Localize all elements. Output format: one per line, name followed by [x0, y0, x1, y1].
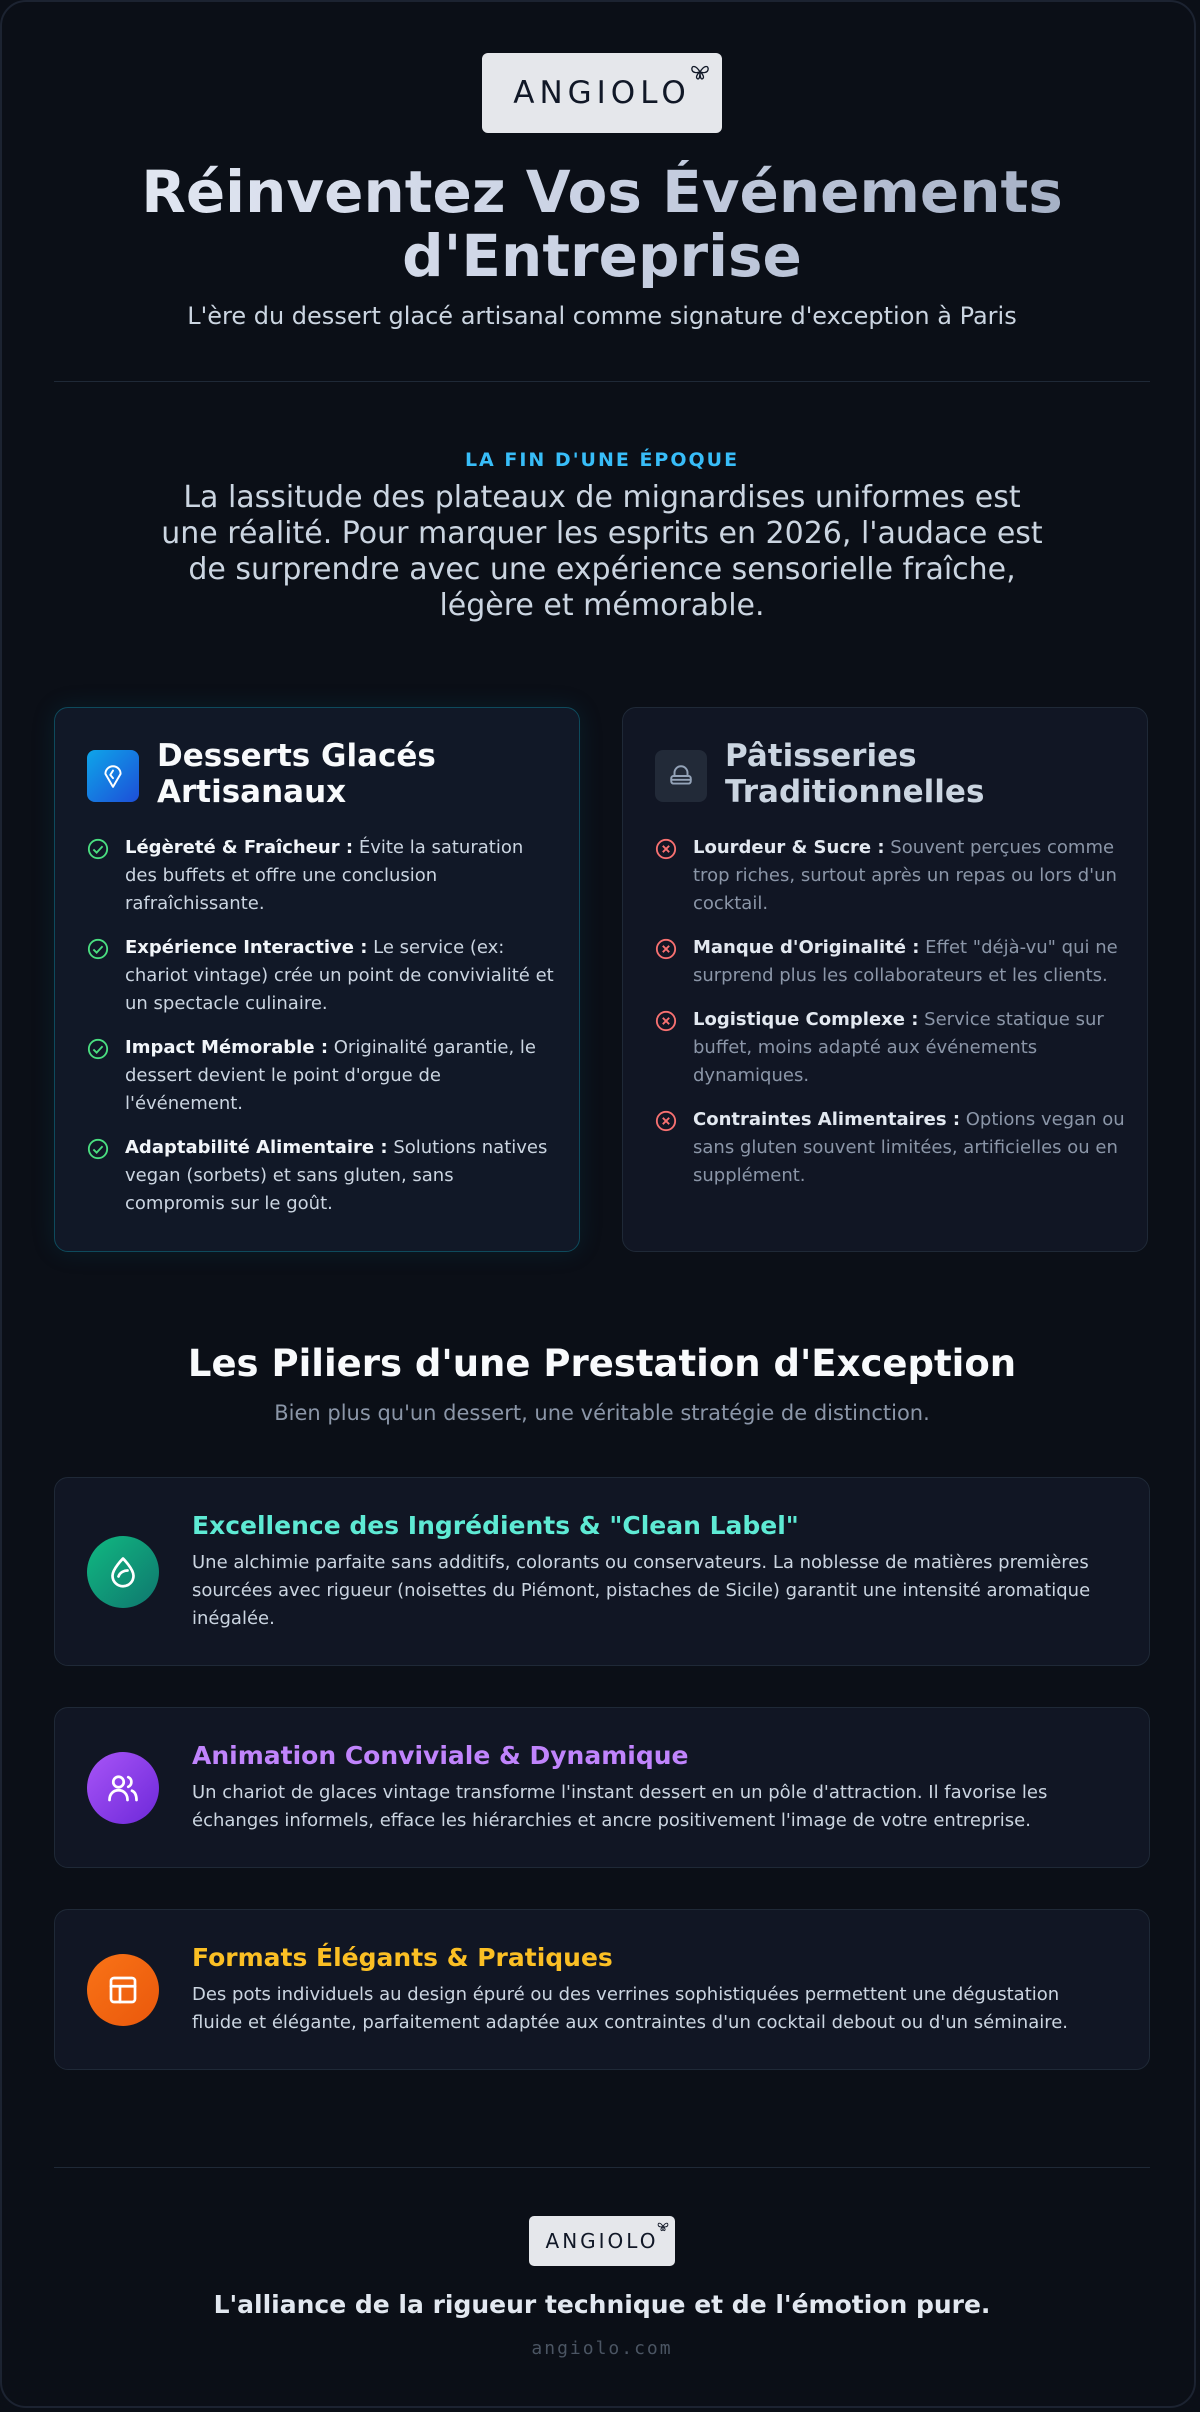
- item-text: Service statique sur buffet, moins adapté aux événements dynamiques.: [693, 1009, 1104, 1086]
- item-label: Légèreté & Fraîcheur :: [125, 837, 354, 858]
- cake-icon: [655, 750, 707, 802]
- item-label: Impact Mémorable :: [125, 1037, 329, 1058]
- pillar-text: Des pots individuels au design épuré ou des verrines sophistiquées permettent une dégustation fluide et élégante, parfaitement adaptée aux contraintes d'un cocktail debout ou d'un séminaire.: [192, 1984, 1069, 2033]
- item-text: Originalité garantie, le dessert devient le point d'orgue de l'événement.: [125, 1037, 537, 1114]
- pillar-text: Un chariot de glaces vintage transforme l'instant dessert en un pôle d'attraction. Il favorise les échanges informels, efface les hiérarchies et ancre positivement l'image de votre entreprise.: [192, 1782, 1048, 1831]
- pillar-card-formats: [54, 1909, 1150, 2070]
- list-item: [655, 1006, 1125, 1090]
- footer-url[interactable]: angiolo.com: [531, 2338, 673, 2359]
- item-label: Expérience Interactive :: [125, 937, 368, 958]
- card-title: Pâtisseries Traditionnelles: [725, 738, 985, 810]
- card-pastries: [622, 707, 1148, 1252]
- item-label: Manque d'Originalité :: [693, 937, 920, 958]
- x-circle-icon: [655, 938, 677, 960]
- pillars-title: Les Piliers d'une Prestation d'Exception: [187, 1342, 1017, 1385]
- x-circle-icon: [655, 1110, 677, 1132]
- check-circle-icon: [87, 938, 109, 960]
- pillar-card-animation: [54, 1707, 1150, 1868]
- leaf-drop-icon: [87, 1536, 159, 1608]
- section-kicker: LA FIN D'UNE ÉPOQUE: [464, 449, 740, 471]
- check-circle-icon: [87, 838, 109, 860]
- logo-text: ANGIOLO: [513, 75, 691, 111]
- card-ice-cream: [54, 707, 580, 1252]
- users-icon: [87, 1752, 159, 1824]
- logo-text: ANGIOLO: [545, 2229, 659, 2253]
- list-item: [87, 1134, 557, 1218]
- hero-subtitle: L'ère du dessert glacé artisanal comme signature d'exception à Paris: [187, 302, 1017, 330]
- drawback-list: [655, 834, 1125, 1206]
- divider: [54, 2167, 1150, 2168]
- item-text: Options vegan ou sans gluten souvent limitées, artificielles ou en supplément.: [693, 1109, 1125, 1186]
- list-item: [87, 1034, 557, 1118]
- list-item: [655, 834, 1125, 918]
- x-circle-icon: [655, 838, 677, 860]
- list-item: [655, 1106, 1125, 1190]
- item-label: Contraintes Alimentaires :: [693, 1109, 961, 1130]
- list-item: [87, 934, 557, 1018]
- butterfly-icon: [657, 2221, 669, 2232]
- ice-cream-icon: [87, 750, 139, 802]
- layout-icon: [87, 1954, 159, 2026]
- card-title: Desserts Glacés Artisanaux: [157, 738, 436, 810]
- item-text: Effet "déjà-vu" qui ne surprend plus les collaborateurs et les clients.: [693, 937, 1118, 986]
- item-text: Évite la saturation des buffets et offre une conclusion rafraîchissante.: [125, 837, 524, 914]
- footer-logo[interactable]: [529, 2216, 675, 2266]
- pillars-subtitle: Bien plus qu'un dessert, une véritable stratégie de distinction.: [274, 1401, 930, 1425]
- item-text: Souvent perçues comme trop riches, surtout après un repas ou lors d'un cocktail.: [693, 837, 1117, 914]
- pillar-title: Formats Élégants & Pratiques: [192, 1943, 613, 1972]
- hero-title: Réinventez Vos Événements d'Entreprise: [2, 160, 1200, 288]
- divider: [54, 381, 1150, 382]
- item-text: Solutions natives vegan (sorbets) et sans gluten, sans compromis sur le goût.: [125, 1137, 548, 1214]
- item-text: Le service (ex: chariot vintage) crée un point de convivialité et un spectacle culinaire.: [125, 937, 554, 1014]
- item-label: Logistique Complexe :: [693, 1009, 919, 1030]
- check-circle-icon: [87, 1038, 109, 1060]
- benefit-list: [87, 834, 557, 1234]
- pillar-text: Une alchimie parfaite sans additifs, colorants ou conservateurs. La noblesse de matières premières sourcées avec rigueur (noisettes du Piémont, pistaches de Sicile) garantit une intensité aromatique inégalée.: [192, 1552, 1091, 1629]
- intro-text: La lassitude des plateaux de mignardises uniformes est une réalité. Pour marquer les esprits en 2026, l'audace est de surprendre avec une expérience sensorielle fraîche, légère et mémorable.: [161, 480, 1043, 623]
- footer-tagline: L'alliance de la rigueur technique et de l'émotion pure.: [213, 2290, 991, 2319]
- list-item: [655, 934, 1125, 990]
- x-circle-icon: [655, 1010, 677, 1032]
- pillar-title: Excellence des Ingrédients & "Clean Label": [192, 1511, 799, 1540]
- list-item: [87, 834, 557, 918]
- item-label: Lourdeur & Sucre :: [693, 837, 885, 858]
- pillar-title: Animation Conviviale & Dynamique: [192, 1741, 689, 1770]
- butterfly-icon: [690, 63, 710, 81]
- brand-logo[interactable]: [482, 53, 722, 133]
- item-label: Adaptabilité Alimentaire :: [125, 1137, 388, 1158]
- pillar-card-ingredients: [54, 1477, 1150, 1666]
- check-circle-icon: [87, 1138, 109, 1160]
